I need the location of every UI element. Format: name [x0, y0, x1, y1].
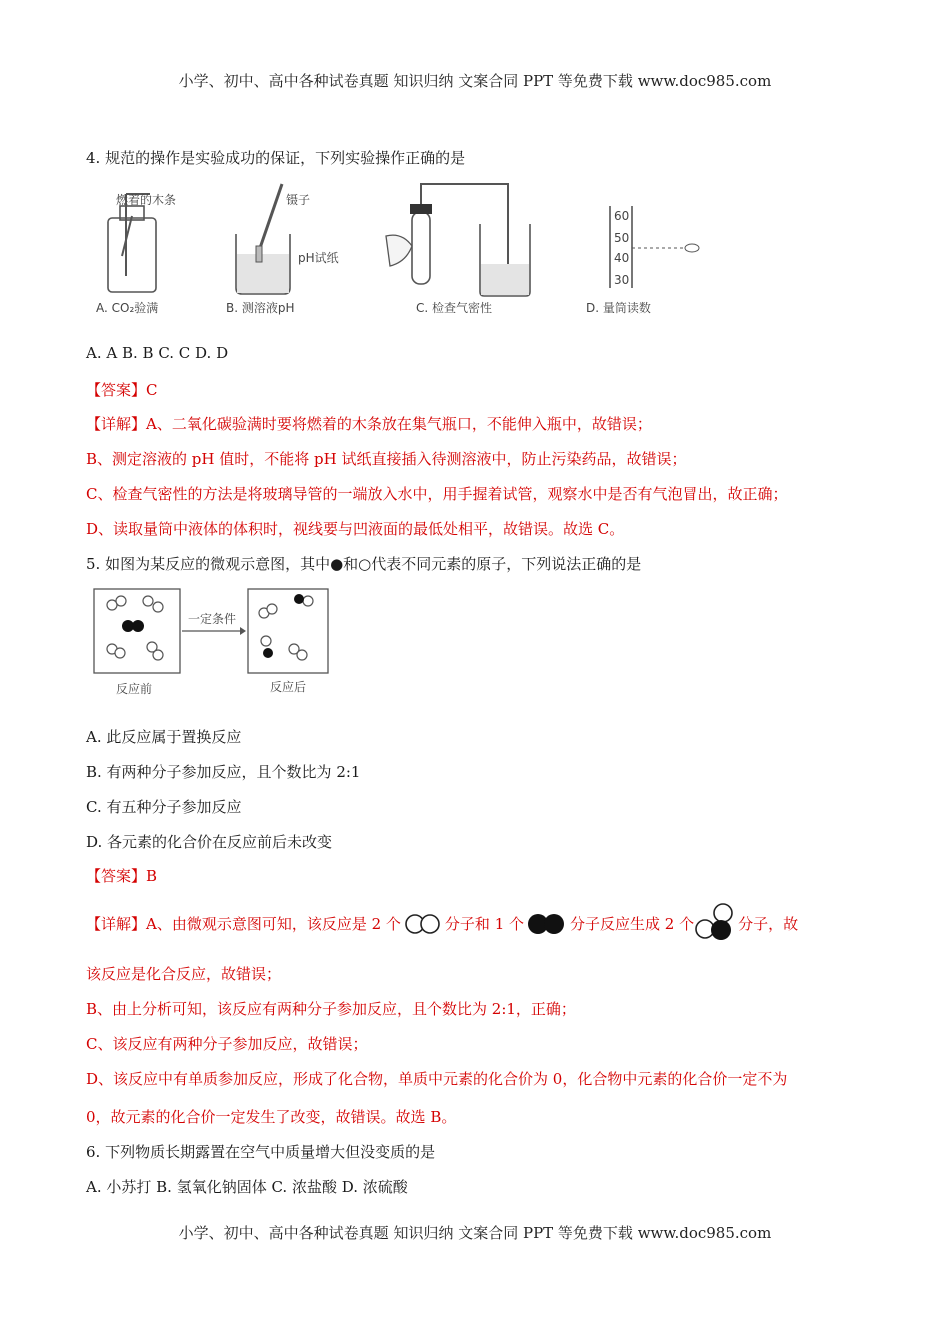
- q5-detail-3: B、由上分析可知，该反应有两种分子参加反应，且个数比为 2:1，正确；: [86, 1000, 576, 1018]
- beaker-ph-illustration: [226, 184, 339, 315]
- q5-detail-4: C、该反应有两种分子参加反应，故错误；: [86, 1035, 368, 1053]
- q4-options: A. A B. B C. C D. D: [86, 344, 229, 362]
- q4-fig-d-caption: D. 量筒读数: [586, 301, 651, 315]
- after-box: [248, 589, 328, 673]
- page-header: 小学、初中、高中各种试卷真题 知识归纳 文案合同 PPT 等免费下载 www.doc985.com: [178, 72, 772, 90]
- q5-detail-6: 0，故元素的化合价一定发生了改变，故错误。故选 B。: [86, 1108, 457, 1126]
- q4-detail-2: B、测定溶液的 pH 值时，不能将 pH 试纸直接插入待测溶液中，防止污染药品，故错误；: [86, 450, 687, 468]
- cylinder-tick-60: 60: [614, 209, 630, 223]
- product-molecule-icon: [694, 903, 738, 943]
- q5-before-label: 反应前: [116, 682, 153, 696]
- cylinder-tick-30: 30: [614, 273, 630, 287]
- q4-fig-b-caption: B. 测溶液pH: [226, 301, 295, 315]
- q5-option-b: B. 有两种分子参加反应，且个数比为 2:1: [86, 763, 361, 781]
- cylinder-tick-40: 40: [614, 251, 630, 265]
- q5-option-c: C. 有五种分子参加反应: [86, 798, 242, 816]
- q5-detail-2: 该反应是化合反应，故错误；: [86, 965, 282, 983]
- q5-detail-1-part1: 【详解】A、由微观示意图可知，该反应是 2 个: [86, 914, 401, 933]
- q4-stem: 4. 规范的操作是实验成功的保证，下列实验操作正确的是: [86, 149, 466, 167]
- q5-condition: 一定条件: [188, 612, 237, 626]
- q4-fig-b-callout1: 镊子: [286, 193, 311, 207]
- q5-detail-1: [86, 903, 798, 943]
- q4-answer: 【答案】C: [86, 381, 158, 399]
- q4-fig-a-callout: 燃着的木条: [116, 193, 177, 207]
- q5-option-d: D. 各元素的化合价在反应前后未改变: [86, 833, 333, 851]
- q4-detail-4: D、读取量筒中液体的体积时，视线要与凹液面的最低处相平，故错误。故选 C。: [86, 520, 625, 538]
- q5-after-label: 反应后: [270, 680, 307, 694]
- q5-stem: 5. 如图为某反应的微观示意图，其中●和○代表不同元素的原子，下列说法正确的是: [86, 555, 642, 573]
- q4-figure: [86, 176, 706, 326]
- page-footer: 小学、初中、高中各种试卷真题 知识归纳 文案合同 PPT 等免费下载 www.doc985.com: [178, 1224, 772, 1242]
- carbon-molecule-icon: [524, 908, 570, 938]
- q5-detail-1-part2: 分子和 1 个: [444, 914, 525, 933]
- q5-answer: 【答案】B: [86, 867, 158, 885]
- q4-fig-a-caption: A. CO₂验满: [96, 301, 159, 315]
- q5-detail-1-part3: 分子反应生成 2 个: [570, 914, 695, 933]
- q5-detail-5: D、该反应中有单质参加反应，形成了化合物，单质中元素的化合价为 0，化合物中元素的化合价一定不为: [86, 1070, 788, 1088]
- eye-icon: [685, 244, 699, 252]
- q5-option-a: A. 此反应属于置换反应: [86, 728, 242, 746]
- oxygen-molecule-icon: [401, 908, 445, 938]
- q4-detail-3: C、检查气密性的方法是将玻璃导管的一端放入水中，用手握着试管，观察水中是否有气泡冒出，故正确；: [86, 485, 788, 503]
- q6-stem: 6. 下列物质长期露置在空气中质量增大但没变质的是: [86, 1143, 436, 1161]
- q4-detail-1: 【详解】A、二氧化碳验满时要将燃着的木条放在集气瓶口，不能伸入瓶中，故错误；: [86, 415, 652, 433]
- q4-fig-b-callout2: pH试纸: [298, 251, 339, 265]
- gas-bottle-illustration: [96, 192, 176, 315]
- q5-detail-1-part4: 分子，故: [738, 914, 799, 933]
- q5-figure: [86, 585, 336, 700]
- q6-options: A. 小苏打 B. 氢氧化钠固体 C. 浓盐酸 D. 浓硫酸: [86, 1178, 408, 1196]
- q4-fig-c-caption: C. 检查气密性: [416, 301, 493, 315]
- airtightness-illustration: [386, 184, 530, 315]
- cylinder-tick-50: 50: [614, 231, 630, 245]
- cylinder-reading-illustration: [586, 206, 699, 315]
